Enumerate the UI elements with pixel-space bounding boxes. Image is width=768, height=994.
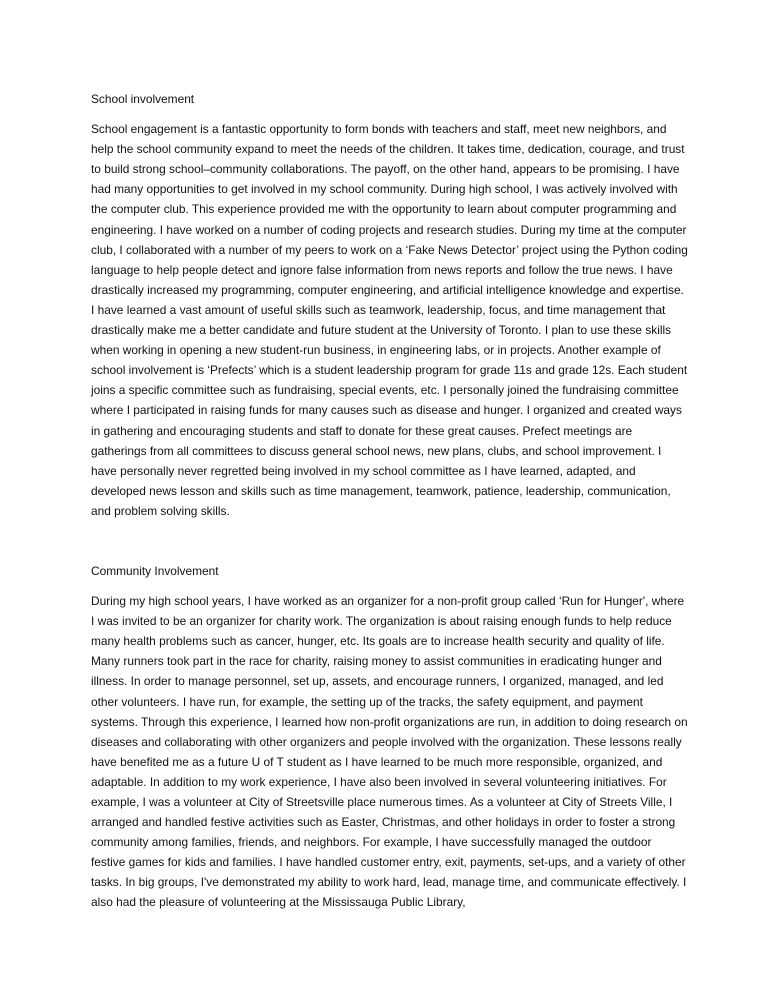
section-body: School engagement is a fantastic opportunity to form bonds with teachers and staff, meet new neighbors, and help the school community expand to meet the needs of the children. It takes time, dedication, courage, and trust to build strong school–community collaborations. The payoff, on the other hand, appears to be promising. I have had many opportunities to get involved in my school community. During high school, I was actively involved with the computer club. This experience provided me with the opportunity to learn about computer programming and engineering. I have worked on a number of coding projects and research studies. During my time at the computer club, I collaborated with a number of my peers to work on a ‘Fake News Detector’ project using the Python coding language to help people detect and ignore false information from news reports and follow the true news. I have drastically increased my programming, computer engineering, and artificial intelligence knowledge and expertise. I have learned a vast amount of useful skills such as teamwork, leadership, focus, and time management that drastically make me a better candidate and future student at the University of Toronto. I plan to use these skills when working in opening a new student-run business, in engineering labs, or in projects. Another example of school involvement is ‘Prefects’ which is a student leadership program for grade 11s and grade 12s. Each student joins a specific committee such as fundraising, special events, etc. I personally joined the fundraising committee where I participated in raising funds for many causes such as disease and hunger. I organized and created ways in gathering and encouraging students and staff to donate for these great causes. Prefect meetings are gatherings from all committees to discuss general school news, new plans, clubs, and school improvement. I have personally never regretted being involved in my school committee as I have learned, adapted, and developed news lesson and skills such as time management, teamwork, patience, leadership, communication, and problem solving skills. xyxy=(91,122,688,518)
section-spacer xyxy=(91,521,689,561)
section-body: During my high school years, I have worked as an organizer for a non-profit group called ‘Run for Hunger', where I was invited to be an organizer for charity work. The organization is about raising enough funds to help reduce many health problems such as cancer, hunger, etc. Its goals are to increase health security and quality of life. Many runners took part in the race for charity, raising money to assist communities in eradicating hunger and illness. In order to manage personnel, set up, assets, and encourage runners, I organized, managed, and led other volunteers. I have run, for example, the setting up of the tracks, the safety equipment, and payment systems. Through this experience, I learned how non-profit organizations are run, in addition to doing research on diseases and collaborating with other organizers and people involved with the organization. These lessons really have benefited me as a future U of T student as I have learned to be much more responsible, organized, and adaptable. In addition to my work experience, I have also been involved in several volunteering initiatives. For example, I was a volunteer at City of Streetsville place numerous times. As a volunteer at City of Streets Ville, I arranged and handled festive activities such as Easter, Christmas, and other holidays in order to foster a strong community among families, friends, and neighbors. For example, I have successfully managed the outdoor festive games for kids and families. I have handled customer entry, exit, payments, set-ups, and a variety of other tasks. In big groups, I've demonstrated my ability to work hard, lead, manage time, and communicate effectively. I also had the pleasure of volunteering at the Mississauga Public Library, xyxy=(91,594,688,910)
document-page xyxy=(91,89,689,913)
section-heading: Community Involvement xyxy=(91,563,219,578)
section-heading: School involvement xyxy=(91,92,195,106)
school-involvement-section xyxy=(91,89,689,521)
community-involvement-section xyxy=(91,561,689,913)
